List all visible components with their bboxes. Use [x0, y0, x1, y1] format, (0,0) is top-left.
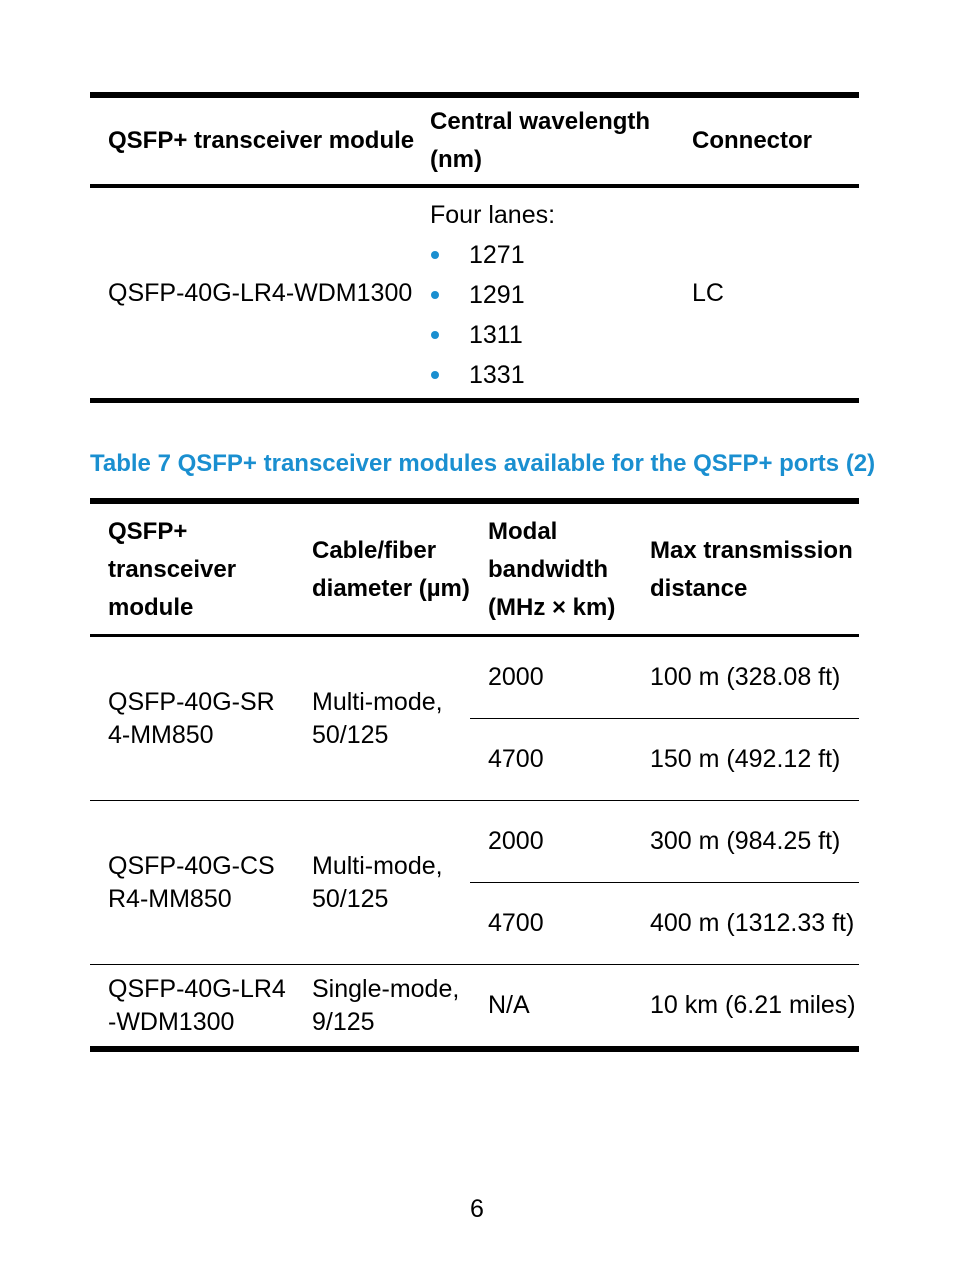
header-cable: [292, 501, 470, 636]
cable-cell: Single-mode, 9/125: [292, 965, 470, 1050]
header-module: QSFP+ transceiver module: [90, 95, 430, 186]
cable-cell: Multi-mode, 50/125: [292, 636, 470, 801]
header-module-text: QSFP+ transceiver module: [108, 518, 237, 621]
table-row: [90, 801, 859, 883]
distance-cell: 10 km (6.21 miles): [636, 965, 859, 1050]
connector-cell: LC: [692, 186, 859, 401]
lane-value: 1291: [469, 281, 525, 309]
wavelength-cell: [430, 186, 692, 401]
header-bandwidth-text: Modal bandwidth (MHz × km): [488, 518, 616, 621]
bullet-icon: [431, 291, 439, 299]
module-cell: QSFP-40G-LR4 -WDM1300: [90, 965, 292, 1050]
bandwidth-cell: 4700: [470, 883, 636, 965]
table-row: [90, 186, 859, 401]
bullet-icon: [431, 371, 439, 379]
header-module: [90, 501, 292, 636]
list-item: [430, 315, 692, 355]
header-distance: [636, 501, 859, 636]
page-number: 6: [470, 1195, 484, 1223]
lane-value: 1311: [469, 321, 523, 349]
table-header-row: [90, 501, 859, 636]
distance-cell: 100 m (328.08 ft): [636, 636, 859, 719]
list-item: [430, 355, 692, 395]
module-cell: QSFP-40G-LR4-WDM1300: [90, 186, 430, 401]
lanes-list: [430, 235, 692, 395]
bullet-icon: [431, 331, 439, 339]
header-distance-text: Max transmission distance: [650, 537, 853, 602]
module-cell: QSFP-40G-SR 4-MM850: [90, 636, 292, 801]
table-header-row: [90, 95, 859, 186]
header-connector: Connector: [692, 95, 859, 186]
distance-cell: 150 m (492.12 ft): [636, 719, 859, 801]
table-caption: Table 7 QSFP+ transceiver modules available for the QSFP+ ports (2): [90, 450, 876, 477]
header-wavelength: Central wavelength (nm): [430, 95, 692, 186]
lanes-intro: Four lanes:: [430, 201, 556, 229]
bandwidth-cell: 2000: [470, 636, 636, 719]
table-row: [90, 636, 859, 719]
module-cell: QSFP-40G-CS R4-MM850: [90, 801, 292, 965]
bandwidth-cell: 2000: [470, 801, 636, 883]
list-item: [430, 235, 692, 275]
lane-value: 1331: [469, 361, 525, 389]
header-bandwidth: [470, 501, 636, 636]
bandwidth-cell: N/A: [470, 965, 636, 1050]
transceiver-wavelength-table: [90, 92, 859, 403]
bullet-icon: [431, 251, 439, 259]
table-row: [90, 965, 859, 1050]
distance-cell: 400 m (1312.33 ft): [636, 883, 859, 965]
lane-value: 1271: [469, 241, 525, 269]
header-cable-text: Cable/fiber diameter (µm): [312, 537, 470, 602]
list-item: [430, 275, 692, 315]
distance-cell: 300 m (984.25 ft): [636, 801, 859, 883]
transceiver-distance-table: [90, 498, 859, 1052]
bandwidth-cell: 4700: [470, 719, 636, 801]
cable-cell: Multi-mode, 50/125: [292, 801, 470, 965]
